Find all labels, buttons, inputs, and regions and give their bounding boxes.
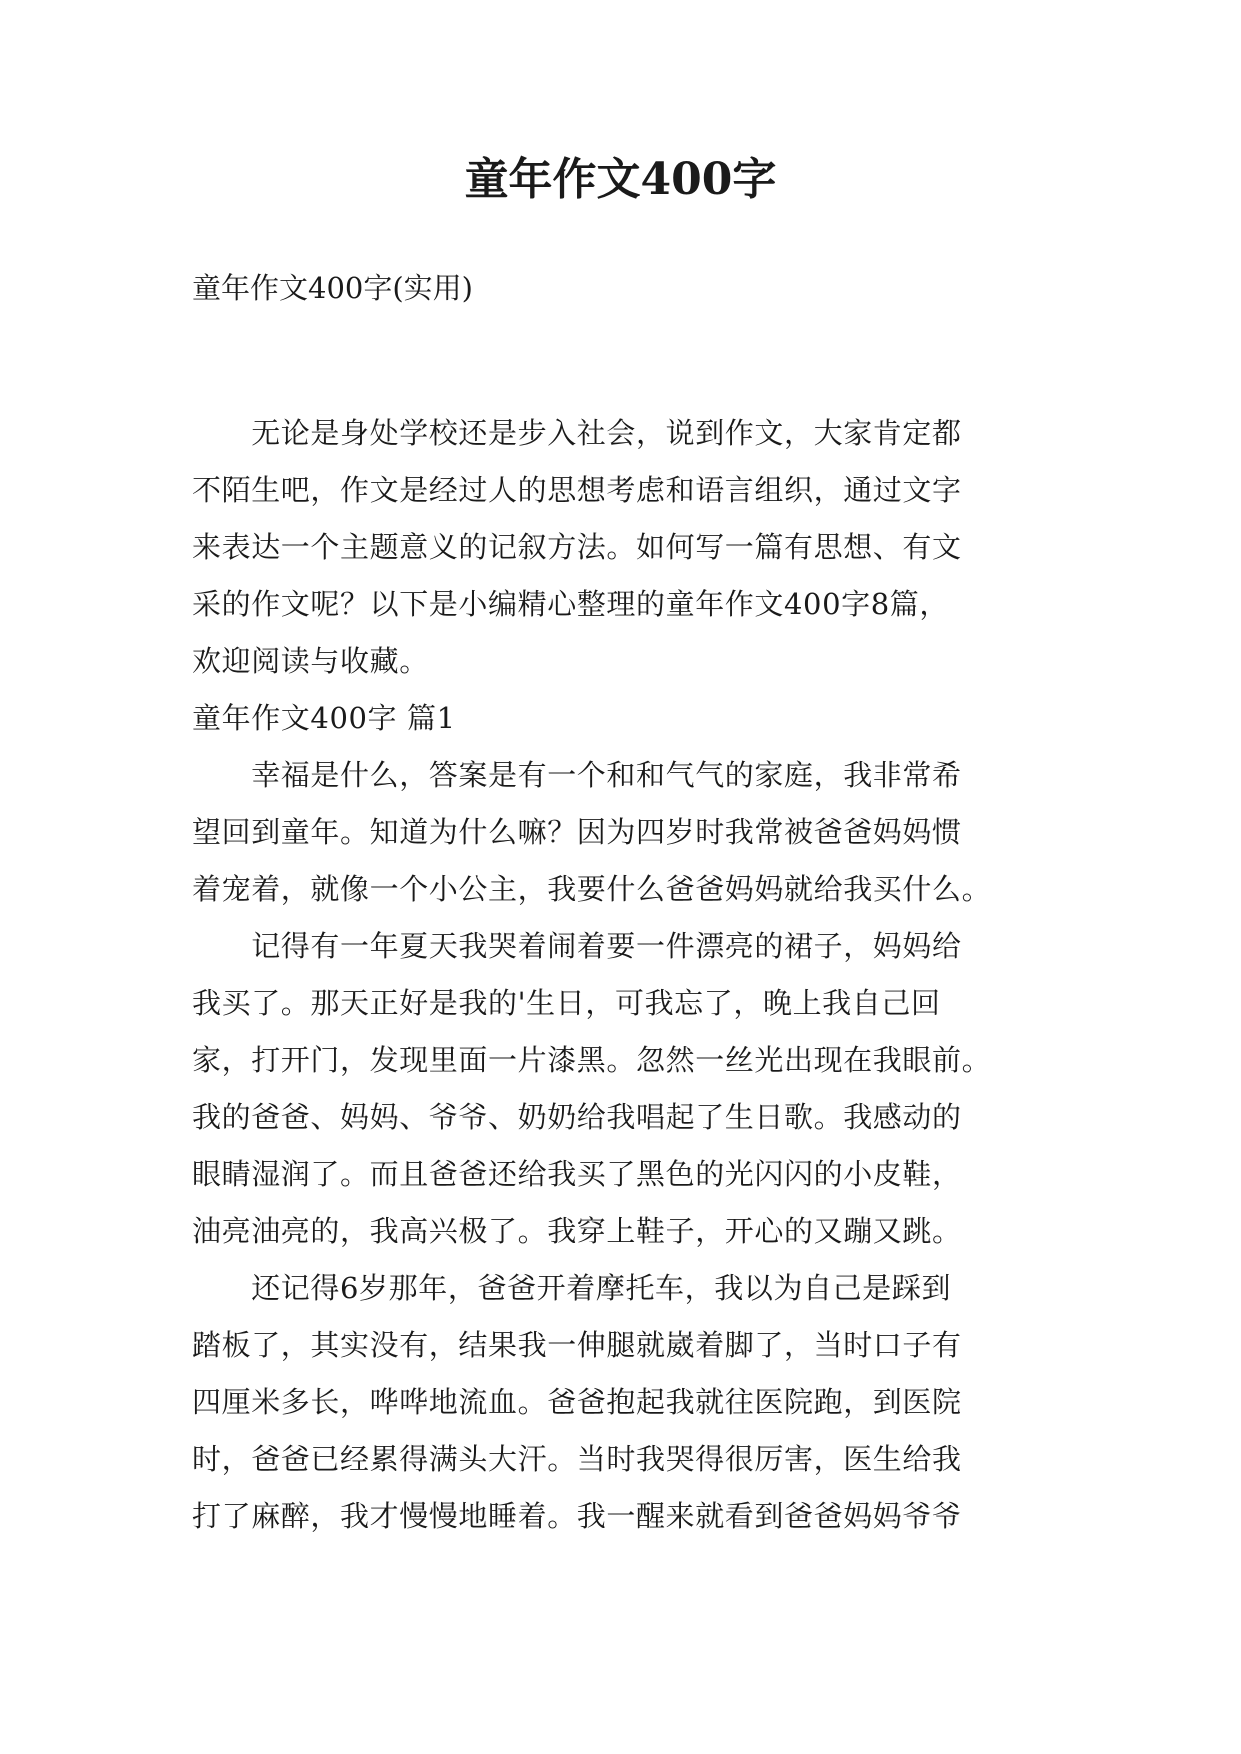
text-line: 四厘米多长，哗哗地流血。爸爸抱起我就往医院跑，到医院 (192, 1385, 962, 1419)
text-line: 打了麻醉，我才慢慢地睡着。我一醒来就看到爸爸妈妈爷爷 (192, 1499, 962, 1533)
text-line: 幸福是什么，答案是有一个和和气气的家庭，我非常希 (192, 758, 962, 792)
text-line: 采的作文呢？以下是小编精心整理的童年作文400字8篇， (192, 587, 950, 621)
text-line: 记得有一年夏天我哭着闹着要一件漂亮的裙子，妈妈给 (192, 929, 962, 963)
text-line: 眼睛湿润了。而且爸爸还给我买了黑色的光闪闪的小皮鞋， (192, 1157, 962, 1191)
text-line: 踏板了，其实没有，结果我一伸腿就崴着脚了，当时口子有 (192, 1328, 962, 1362)
document-title: 童年作文400字 (464, 154, 777, 205)
text-line: 家，打开门，发现里面一片漆黑。忽然一丝光出现在我眼前。 (192, 1043, 992, 1077)
text-line: 我买了。那天正好是我的'生日，可我忘了，晚上我自己回 (192, 986, 941, 1020)
text-line: 油亮油亮的，我高兴极了。我穿上鞋子，开心的又蹦又跳。 (192, 1214, 962, 1248)
section-heading: 童年作文400字 篇1 (192, 701, 456, 735)
text-line: 来表达一个主题意义的记叙方法。如何写一篇有思想、有文 (192, 530, 962, 564)
document-subtitle: 童年作文400字(实用) (192, 271, 473, 305)
text-line: 还记得6岁那年，爸爸开着摩托车，我以为自己是踩到 (192, 1271, 952, 1305)
text-line: 望回到童年。知道为什么嘛？因为四岁时我常被爸爸妈妈惯 (192, 815, 962, 849)
text-line: 时，爸爸已经累得满头大汗。当时我哭得很厉害，医生给我 (192, 1442, 962, 1476)
body-text (192, 405, 1072, 1545)
text-line: 欢迎阅读与收藏。 (192, 644, 429, 678)
text-line: 着宠着，就像一个小公主，我要什么爸爸妈妈就给我买什么。 (192, 872, 992, 906)
text-line: 无论是身处学校还是步入社会，说到作文，大家肯定都 (192, 416, 962, 450)
text-line: 我的爸爸、妈妈、爷爷、奶奶给我唱起了生日歌。我感动的 (192, 1100, 962, 1134)
text-line: 不陌生吧，作文是经过人的思想考虑和语言组织，通过文字 (192, 473, 962, 507)
